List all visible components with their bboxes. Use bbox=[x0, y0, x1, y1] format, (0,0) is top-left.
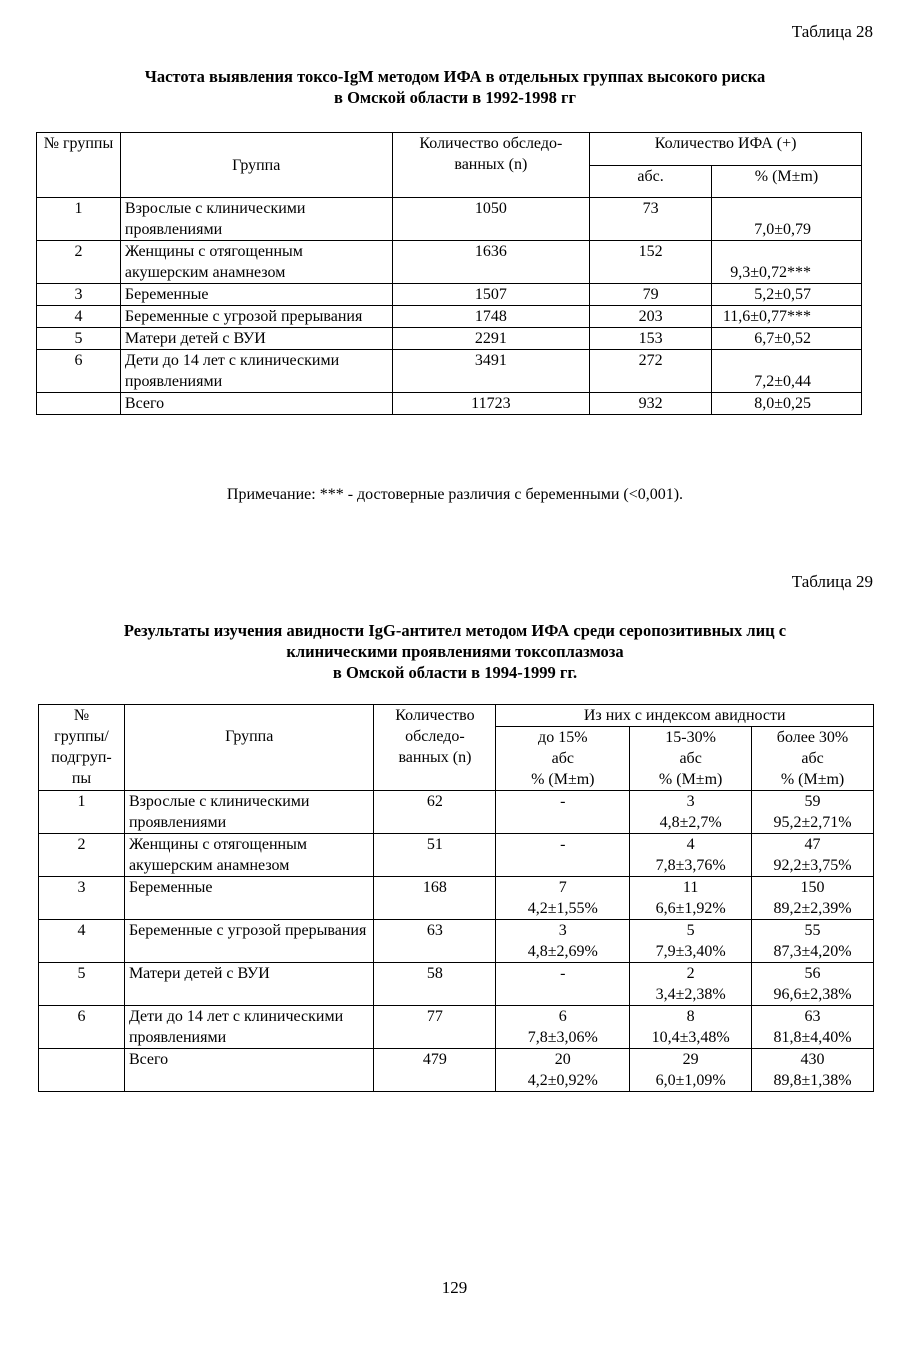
table-row bbox=[37, 328, 862, 350]
cell-avidity-1 bbox=[496, 1049, 630, 1092]
cell-pct: 89,2±2,39% bbox=[773, 900, 852, 917]
cell-pct: 7,9±3,40% bbox=[655, 943, 726, 960]
table-row bbox=[37, 306, 862, 328]
cell-abs: 56 bbox=[804, 965, 821, 982]
cell-avidity-1 bbox=[496, 834, 630, 877]
cell-pct: 7,2±0,44 bbox=[711, 350, 861, 393]
cell-count: 63 bbox=[374, 920, 496, 963]
cell-avidity-2 bbox=[630, 1006, 752, 1049]
cell-num: 3 bbox=[37, 284, 121, 306]
cell-count: 58 bbox=[374, 963, 496, 1006]
cell-count: 77 bbox=[374, 1006, 496, 1049]
cell-group: Всего bbox=[120, 393, 392, 415]
cell-avidity-2 bbox=[630, 791, 752, 834]
cell-num: 4 bbox=[37, 306, 121, 328]
cell-num: 4 bbox=[39, 920, 125, 963]
cell-abs: 59 bbox=[804, 793, 821, 810]
table-29 bbox=[38, 704, 874, 1092]
cell-group: Матери детей с ВУИ bbox=[120, 328, 392, 350]
header-col1: до 15% абс % (M±m) bbox=[496, 727, 630, 791]
cell-abs: 73 bbox=[590, 198, 712, 241]
cell-pct: 7,8±3,06% bbox=[527, 1029, 598, 1046]
cell-avidity-3 bbox=[752, 1006, 874, 1049]
cell-num bbox=[39, 1049, 125, 1092]
table-29-title bbox=[40, 620, 870, 683]
cell-num: 6 bbox=[39, 1006, 125, 1049]
cell-abs: - bbox=[560, 965, 566, 982]
cell-count: 51 bbox=[374, 834, 496, 877]
cell-group: Взрослые с клиническими проявлениями bbox=[124, 791, 374, 834]
table-row bbox=[39, 1006, 874, 1049]
cell-avidity-1 bbox=[496, 920, 630, 963]
cell-pct: 96,6±2,38% bbox=[773, 986, 852, 1003]
cell-avidity-1 bbox=[496, 1006, 630, 1049]
cell-avidity-2 bbox=[630, 1049, 752, 1092]
cell-pct: 95,2±2,71% bbox=[773, 814, 852, 831]
table-row bbox=[37, 393, 862, 415]
cell-avidity-3 bbox=[752, 963, 874, 1006]
cell-group: Женщины с отягощенным акушерским анамнезом bbox=[124, 834, 374, 877]
header-count: Количество обследо-ванных (n) bbox=[392, 133, 590, 198]
cell-pct: 7,8±3,76% bbox=[655, 857, 726, 874]
header-group: Группа bbox=[124, 705, 374, 791]
cell-abs: 11 bbox=[682, 879, 699, 896]
table-row bbox=[39, 834, 874, 877]
cell-count: 1507 bbox=[392, 284, 590, 306]
cell-num: 3 bbox=[39, 877, 125, 920]
table-28-body bbox=[37, 198, 862, 415]
cell-group: Беременные bbox=[120, 284, 392, 306]
header-count: Количество обследо- ванных (n) bbox=[374, 705, 496, 791]
cell-group: Женщины с отягощенным акушерским анамнезом bbox=[120, 241, 392, 284]
cell-avidity-1 bbox=[496, 963, 630, 1006]
table-row bbox=[39, 920, 874, 963]
table-row bbox=[37, 284, 862, 306]
cell-group: Дети до 14 лет с клиническими проявлениями bbox=[124, 1006, 374, 1049]
cell-group: Взрослые с клиническими проявлениями bbox=[120, 198, 392, 241]
table-row bbox=[37, 241, 862, 284]
cell-pct: 87,3±4,20% bbox=[773, 943, 852, 960]
table-29-body bbox=[39, 791, 874, 1092]
cell-count: 1636 bbox=[392, 241, 590, 284]
cell-num: 2 bbox=[39, 834, 125, 877]
cell-count: 11723 bbox=[392, 393, 590, 415]
cell-abs: 8 bbox=[686, 1008, 695, 1025]
header-col3: более 30% абс % (M±m) bbox=[752, 727, 874, 791]
table-28-title-line1: Частота выявления токсо-IgM методом ИФА в отдельных группах высокого риска bbox=[144, 67, 766, 86]
table-header-row bbox=[37, 133, 862, 166]
cell-abs: 20 bbox=[554, 1051, 571, 1068]
cell-pct: 6,7±0,52 bbox=[711, 328, 861, 350]
cell-avidity-2 bbox=[630, 920, 752, 963]
table-row bbox=[39, 963, 874, 1006]
cell-group: Беременные bbox=[124, 877, 374, 920]
header-col2: 15-30% абс % (M±m) bbox=[630, 727, 752, 791]
header-num: № группы bbox=[37, 133, 121, 198]
cell-abs: 47 bbox=[804, 836, 821, 853]
cell-abs: 2 bbox=[686, 965, 695, 982]
cell-avidity-2 bbox=[630, 877, 752, 920]
cell-avidity-3 bbox=[752, 920, 874, 963]
cell-abs: 152 bbox=[590, 241, 712, 284]
header-avidity: Из них с индексом авидности bbox=[496, 705, 874, 727]
cell-avidity-1 bbox=[496, 791, 630, 834]
page-number: 129 bbox=[441, 1278, 468, 1297]
cell-group: Беременные с угрозой прерывания bbox=[124, 920, 374, 963]
header-pct: % (M±m) bbox=[711, 165, 861, 198]
cell-pct: 9,3±0,72*** bbox=[711, 241, 861, 284]
cell-abs: 932 bbox=[590, 393, 712, 415]
cell-pct: 92,2±3,75% bbox=[773, 857, 852, 874]
cell-num: 2 bbox=[37, 241, 121, 284]
cell-pct: 5,2±0,57 bbox=[711, 284, 861, 306]
cell-avidity-3 bbox=[752, 877, 874, 920]
cell-abs: 3 bbox=[558, 922, 567, 939]
cell-pct: 4,2±1,55% bbox=[527, 900, 598, 917]
cell-pct: 4,8±2,7% bbox=[659, 814, 722, 831]
cell-pct: 6,6±1,92% bbox=[655, 900, 726, 917]
cell-pct: 6,0±1,09% bbox=[655, 1072, 726, 1089]
table-28-note: Примечание: *** - достоверные различия с беременными (<0,001). bbox=[226, 486, 684, 503]
cell-avidity-2 bbox=[630, 834, 752, 877]
cell-abs: 272 bbox=[590, 350, 712, 393]
cell-num: 5 bbox=[37, 328, 121, 350]
table-29-title-line2: клиническими проявлениями токсоплазмоза bbox=[286, 642, 624, 661]
cell-count: 479 bbox=[374, 1049, 496, 1092]
cell-avidity-3 bbox=[752, 834, 874, 877]
cell-num: 6 bbox=[37, 350, 121, 393]
table-29-title-line1: Результаты изучения авидности IgG-антител методом ИФА среди серопозитивных лиц с bbox=[123, 621, 787, 640]
cell-pct: 81,8±4,40% bbox=[773, 1029, 852, 1046]
cell-abs: 203 bbox=[590, 306, 712, 328]
header-abs: абс. bbox=[590, 165, 712, 198]
table-29-title-line3: в Омской области в 1994-1999 гг. bbox=[332, 663, 578, 682]
table-29-label: Таблица 29 bbox=[791, 572, 873, 591]
table-row bbox=[37, 350, 862, 393]
cell-avidity-3 bbox=[752, 791, 874, 834]
cell-abs: 5 bbox=[686, 922, 695, 939]
cell-group: Дети до 14 лет с клиническими проявлениями bbox=[120, 350, 392, 393]
cell-pct: 10,4±3,48% bbox=[651, 1029, 730, 1046]
cell-abs: 29 bbox=[682, 1051, 699, 1068]
cell-num: 1 bbox=[37, 198, 121, 241]
cell-count: 168 bbox=[374, 877, 496, 920]
cell-group: Матери детей с ВУИ bbox=[124, 963, 374, 1006]
cell-pct: 89,8±1,38% bbox=[773, 1072, 852, 1089]
cell-num: 5 bbox=[39, 963, 125, 1006]
header-group: Группа bbox=[120, 133, 392, 198]
cell-abs: 3 bbox=[686, 793, 695, 810]
header-num: № группы/ подгруп- пы bbox=[39, 705, 125, 791]
table-28-title bbox=[40, 66, 870, 108]
cell-num bbox=[37, 393, 121, 415]
cell-pct: 8,0±0,25 bbox=[711, 393, 861, 415]
cell-count: 3491 bbox=[392, 350, 590, 393]
cell-abs: 6 bbox=[558, 1008, 567, 1025]
cell-count: 2291 bbox=[392, 328, 590, 350]
table-row bbox=[39, 791, 874, 834]
cell-abs: - bbox=[560, 836, 566, 853]
table-header-row bbox=[39, 705, 874, 727]
cell-group: Всего bbox=[124, 1049, 374, 1092]
cell-abs: 153 bbox=[590, 328, 712, 350]
cell-count: 1050 bbox=[392, 198, 590, 241]
cell-abs: 4 bbox=[686, 836, 695, 853]
cell-abs: 63 bbox=[804, 1008, 821, 1025]
cell-group: Беременные с угрозой прерывания bbox=[120, 306, 392, 328]
table-row bbox=[39, 877, 874, 920]
table-row bbox=[37, 198, 862, 241]
cell-pct: 4,2±0,92% bbox=[527, 1072, 598, 1089]
cell-avidity-3 bbox=[752, 1049, 874, 1092]
cell-num: 1 bbox=[39, 791, 125, 834]
cell-pct: 11,6±0,77*** bbox=[711, 306, 861, 328]
cell-abs: 79 bbox=[590, 284, 712, 306]
table-28-label: Таблица 28 bbox=[791, 22, 873, 41]
cell-abs: 55 bbox=[804, 922, 821, 939]
cell-avidity-1 bbox=[496, 877, 630, 920]
table-28 bbox=[36, 132, 862, 415]
cell-pct: 7,0±0,79 bbox=[711, 198, 861, 241]
cell-avidity-2 bbox=[630, 963, 752, 1006]
cell-abs: - bbox=[560, 793, 566, 810]
cell-abs: 430 bbox=[800, 1051, 825, 1068]
header-ifa: Количество ИФА (+) bbox=[590, 133, 862, 166]
cell-abs: 150 bbox=[800, 879, 825, 896]
cell-count: 62 bbox=[374, 791, 496, 834]
table-28-title-line2: в Омской области в 1992-1998 гг bbox=[334, 88, 576, 107]
cell-count: 1748 bbox=[392, 306, 590, 328]
cell-pct: 3,4±2,38% bbox=[655, 986, 726, 1003]
table-row bbox=[39, 1049, 874, 1092]
cell-abs: 7 bbox=[558, 879, 567, 896]
cell-pct: 4,8±2,69% bbox=[527, 943, 598, 960]
